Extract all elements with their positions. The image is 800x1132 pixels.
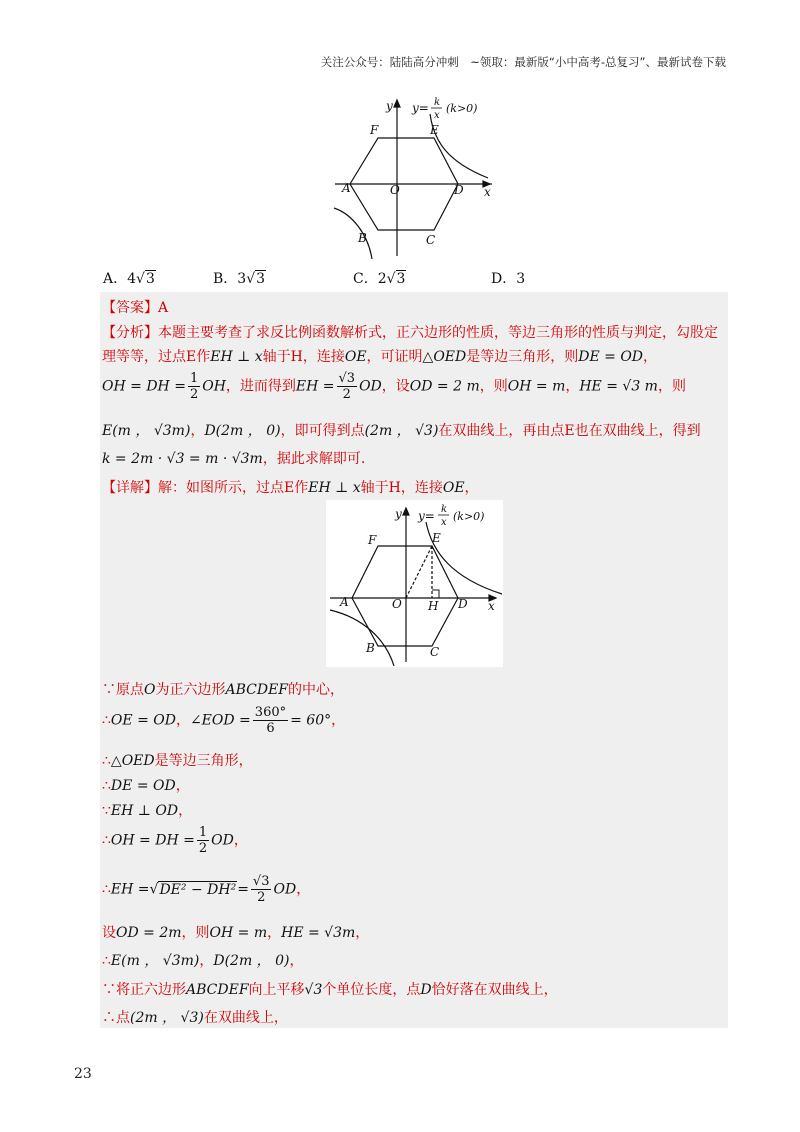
step-4: ∴DE = OD， <box>102 778 190 794</box>
hexagon-2 <box>352 546 458 646</box>
step-2: ∴OE = OD，∠EOD = $\frac{360^\circ}{6}$ = 60°， <box>102 705 346 736</box>
page-header: 关注公众号：陆陆高分冲刺 ~领取：最新版“小中高考-总复习”、最新试卷下载 <box>320 55 726 69</box>
detail-line-1: 【详解】解：如图所示，过点E作EH ⊥ x轴于H，连接OE， <box>102 480 479 496</box>
analysis-line-5: k = 2m · √3 = m · √3m，据此求解即可. <box>102 451 366 467</box>
analysis-line-1: 【分析】本题主要考查了求反比例函数解析式，正六边形的性质，等边三角形的性质与判定，勾股定 <box>102 325 718 341</box>
x-den: x <box>434 110 440 121</box>
segment-OE <box>406 546 432 598</box>
option-c[interactable]: C．2√3 <box>353 271 406 287</box>
label-C-2: C <box>430 645 440 659</box>
label-H-2: H <box>428 599 439 613</box>
step-8: 设OD = 2m，则OH = m，HE = √3m， <box>102 925 370 941</box>
label-E-2: E <box>432 531 441 545</box>
analysis-line-2: 理等等，过点E作EH ⊥ x轴于H，连接OE，可证明△OED是等边三角形，则DE = OD， <box>102 349 658 365</box>
x-den-2: x <box>441 517 447 528</box>
label-O-2: O <box>392 597 402 611</box>
label-D-2: D <box>458 597 468 611</box>
x-label-2: x <box>488 599 495 613</box>
step-5: ∵EH ⊥ OD， <box>102 803 193 819</box>
label-A-2: A <box>340 595 349 609</box>
label-C: C <box>426 233 436 247</box>
step-9: ∴E(m ， √3m)，D(2m ， 0)， <box>102 953 304 969</box>
step-3: ∴△OED是等边三角形， <box>102 753 253 769</box>
hexagon-figure-1 <box>330 96 500 264</box>
x-label: x <box>484 185 491 199</box>
cond-label: (k>0) <box>446 102 478 115</box>
k-label: k <box>434 97 441 108</box>
option-a[interactable]: A．4√3 <box>103 271 155 287</box>
step-10: ∵将正六边形ABCDEF向上平移√3个单位长度，点D恰好落在双曲线上， <box>102 982 558 998</box>
y-label-2: y <box>395 507 402 521</box>
analysis-line-4: E(m ， √3m)，D(2m ， 0)，即可得到点(2m ， √3)在双曲线上，再由点E也在双曲线上，得到 <box>102 423 701 439</box>
label-O: O <box>390 183 400 197</box>
step-1: ∵原点O为正六边形ABCDEF的中心， <box>102 682 345 698</box>
label-E: E <box>430 123 439 137</box>
right-angle-mark <box>432 590 439 598</box>
label-B: B <box>358 231 367 245</box>
label-B-2: B <box>366 641 375 655</box>
cond-label-2: (k>0) <box>453 510 485 523</box>
options-row <box>103 268 703 290</box>
page-number: 23 <box>74 1066 92 1082</box>
label-D: D <box>454 183 464 197</box>
option-b[interactable]: B．3√3 <box>213 271 266 287</box>
curve-lower-2 <box>330 610 394 666</box>
answer-line: 【答案】A <box>102 300 169 316</box>
curve-label-2: y= <box>418 509 435 523</box>
curve-label: y= <box>412 101 429 115</box>
analysis-line-3: OH = DH = $\frac{1}{2}$ OH，进而得到EH = $\frac{√3}{2}$ OD，设OD = 2 m，则OH = m，HE = √3 m，则 <box>102 371 686 402</box>
label-F-2: F <box>368 533 377 547</box>
step-6: ∴OH = DH = $\frac{1}{2}$ OD， <box>102 825 248 856</box>
step-11: ∴点(2m ， √3)在双曲线上， <box>102 1010 288 1026</box>
step-7: ∴EH =√DE² − DH²= $\frac{√3}{2}$ OD， <box>102 874 311 905</box>
label-F: F <box>370 123 379 137</box>
k-label-2: k <box>441 504 448 515</box>
y-label: y <box>386 99 393 113</box>
label-A: A <box>342 181 351 195</box>
hexagon-figure-2 <box>326 500 503 667</box>
option-d[interactable]: D．3 <box>491 271 526 287</box>
